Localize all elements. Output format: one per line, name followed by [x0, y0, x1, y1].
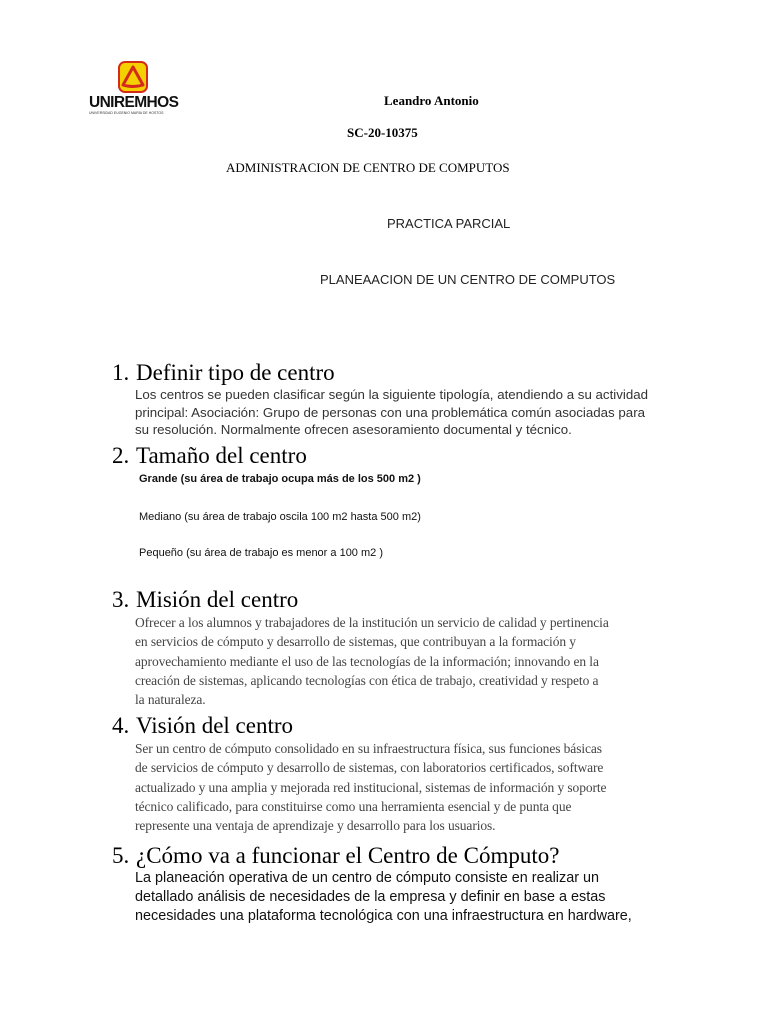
- section-4-heading: [112, 713, 692, 739]
- university-logo: [85, 55, 181, 119]
- student-name: Leandro Antonio: [384, 93, 479, 108]
- logo-wordmark: UNIREMHOS: [89, 94, 179, 111]
- section-1-heading: [112, 360, 692, 386]
- course-title: ADMINISTRACION DE CENTRO DE COMPUTOS: [226, 160, 510, 175]
- size-item-grande: Grande (su área de trabajo ocupa más de los 500 m2 ): [139, 473, 421, 485]
- section-4-line: de servicios de cómputo y desarrollo de sistemas, con laboratorios certificados, software: [135, 760, 604, 776]
- section-3-line: creación de sistemas, aplicando tecnologías con ética de trabajo, creatividad y respeto a: [135, 672, 599, 688]
- section-5-number: 5.: [112, 843, 130, 868]
- uniremhos-emblem-icon: [118, 61, 148, 93]
- section-5-body: [135, 869, 692, 927]
- section-5: [112, 843, 692, 927]
- section-2: [112, 443, 692, 469]
- section-4-line: actualizado y una amplia y mejorada red institucional, sistemas de información y soporte: [135, 779, 607, 795]
- section-1: [112, 360, 692, 439]
- section-3: [112, 587, 692, 709]
- section-1-line: principal: Asociación: Grupo de personas con una problemática común asociadas para: [135, 404, 646, 420]
- section-5-title: ¿Cómo va a funcionar el Centro de Cómputo?: [136, 843, 560, 868]
- section-1-body: [135, 386, 692, 439]
- section-4-number: 4.: [112, 713, 130, 738]
- size-item-pequeno: Pequeño (su área de trabajo es menor a 100 m2 ): [139, 547, 383, 559]
- section-1-line: Los centros se pueden clasificar según la siguiente tipología, atendiendo a su actividad: [135, 387, 649, 402]
- section-1-number: 1.: [112, 360, 130, 385]
- section-3-line: aprovechamiento mediante el uso de las tecnologías de la información; innovando en la: [135, 653, 599, 669]
- section-3-heading: [112, 587, 692, 613]
- section-3-body: [135, 613, 692, 709]
- section-3-number: 3.: [112, 587, 130, 612]
- assignment-title: PRACTICA PARCIAL: [387, 216, 511, 231]
- section-5-line: necesidades una plataforma tecnológica con una infraestructura en hardware,: [135, 908, 632, 925]
- section-4-line: Ser un centro de cómputo consolidado en su infraestructura física, sus funciones básicas: [135, 741, 602, 756]
- section-4-line: técnico calificado, para constituirse como una herramienta esencial y de punta que: [135, 798, 572, 814]
- section-5-line: detallado análisis de necesidades de la empresa y definir en base a estas: [135, 889, 606, 906]
- section-5-line: La planeación operativa de un centro de cómputo consiste en realizar un: [135, 870, 599, 886]
- student-id: SC-20-10375: [347, 125, 418, 140]
- section-3-line: la naturaleza.: [135, 692, 206, 708]
- section-1-line: su resolución. Normalmente ofrecen asesoramiento documental y técnico.: [135, 422, 572, 437]
- size-item-mediano: Mediano (su área de trabajo oscila 100 m2 hasta 500 m2): [139, 511, 421, 523]
- section-2-title: Tamaño del centro: [136, 443, 307, 468]
- section-3-line: en servicios de cómputo y desarrollo de sistemas, que contribuyan a la formación y: [135, 634, 576, 650]
- section-4-line: represente una ventaja de aprendizaje y desarrollo para los usuarios.: [135, 818, 496, 834]
- section-4: [112, 713, 692, 835]
- section-4-body: [135, 739, 692, 835]
- section-5-heading: [112, 843, 692, 869]
- section-3-title: Misión del centro: [136, 587, 299, 612]
- section-2-heading: [112, 443, 692, 469]
- section-3-line: Ofrecer a los alumnos y trabajadores de la institución un servicio de calidad y pertinencia: [135, 615, 609, 630]
- section-2-number: 2.: [112, 443, 130, 468]
- logo-subtitle: UNIVERSIDAD EUGENIO MARÍA DE HOSTOS: [89, 111, 164, 115]
- section-4-title: Visión del centro: [136, 713, 294, 738]
- topic-title: PLANEAACION DE UN CENTRO DE COMPUTOS: [320, 272, 616, 287]
- section-1-title: Definir tipo de centro: [136, 360, 335, 385]
